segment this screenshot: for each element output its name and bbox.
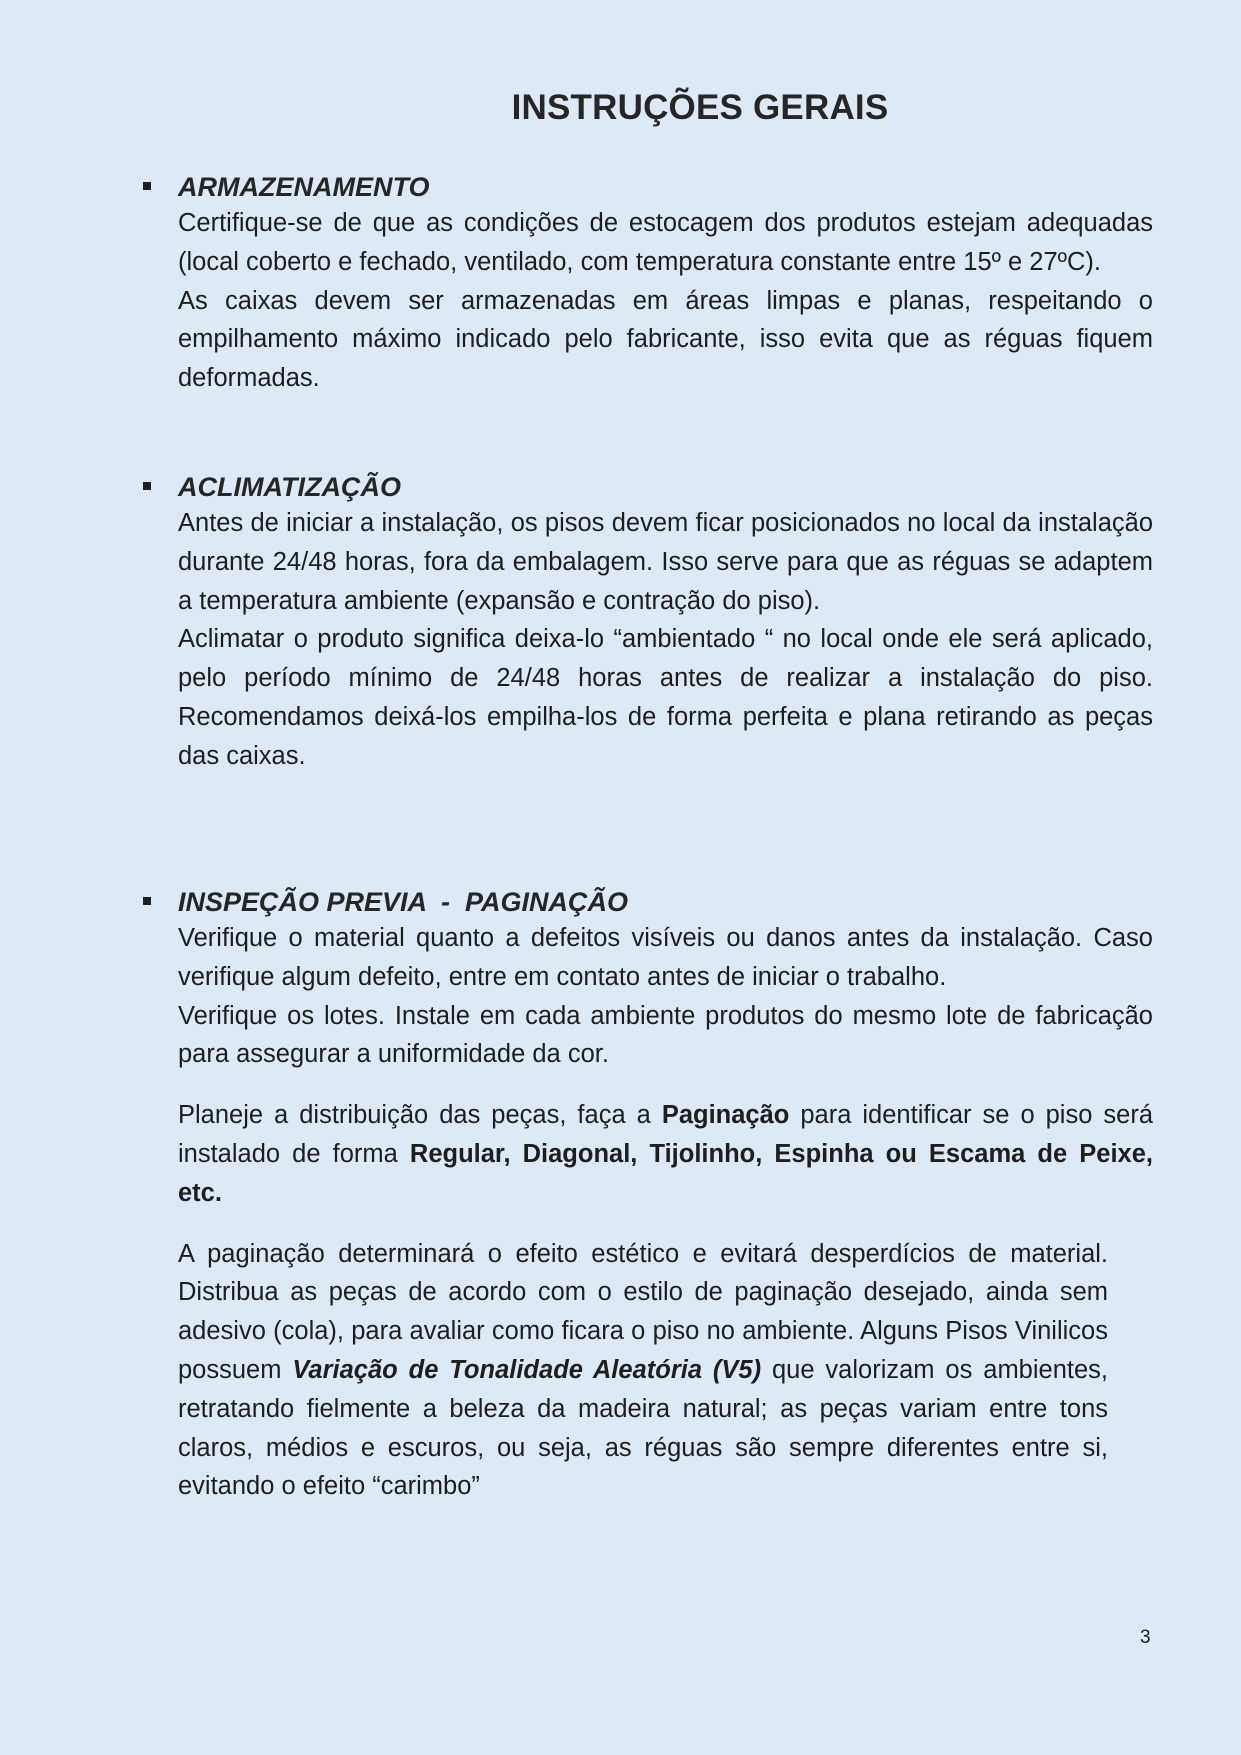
paragraph-text: A paginação determinará o efeito estético e evitará desperdícios de material. Distribua as peças de acordo com o estilo de paginação desejado, ainda sem adesivo (cola), para avaliar como ficara o piso no ambiente. Alguns Pisos Vinilicos possuem (178, 1239, 1108, 1384)
tonal-variation-paragraph (178, 1235, 1108, 1507)
paragraph: Aclimatar o produto significa deixa-lo “ambientado “ no local onde ele será aplicado, pelo período mínimo de 24/48 horas antes de realizar a instalação do piso. Recomendamos deixá-los empilha-los de forma perfeita e plana retirando as peças das caixas. (178, 625, 1153, 770)
page-number: 3 (1140, 1627, 1151, 1648)
section-heading: ARMAZENAMENTO (178, 172, 430, 202)
square-bullet-icon (143, 482, 151, 490)
paragraph-text: Planeje a distribuição das peças, faça a (178, 1101, 662, 1130)
paragraph: Verifique o material quanto a defeitos visíveis ou danos antes da instalação. Caso verifique algum defeito, entre em contato antes de iniciar o trabalho. (178, 924, 1153, 991)
bold-term: Paginação (661, 1101, 790, 1130)
paragraph-text: que valorizam os ambientes, retratando fielmente a beleza da madeira natural; as peças variam entre tons claros, médios e escuros, ou seja, as réguas são sempre diferentes entre si, evitando o efeito “carimbo” (178, 1355, 1108, 1501)
square-bullet-icon (143, 897, 151, 905)
paragraph: Antes de iniciar a instalação, os pisos devem ficar posicionados no local da instalação durante 24/48 horas, fora da embalagem. Isso serve para que as réguas se adaptem a temperatura ambiente (expansão e contração do piso). (178, 509, 1153, 615)
square-bullet-icon (143, 182, 151, 190)
bold-term: Regular, Diagonal, Tijolinho, Espinha ou Escama de Peixe, etc. (178, 1139, 1153, 1207)
paragraph: As caixas devem ser armazenadas em áreas limpas e planas, respeitando o empilhamento máximo indicado pelo fabricante, isso evita que as réguas fiquem deformadas. (178, 286, 1153, 393)
paragraph: Verifique os lotes. Instale em cada ambiente produtos do mesmo lote de fabricação para assegurar a uniformidade da cor. (178, 1001, 1153, 1069)
paragraph: Certifique-se de que as condições de estocagem dos produtos estejam adequadas (local coberto e fechado, ventilado, com temperatura constante entre 15º e 27ºC). (178, 209, 1153, 276)
section-heading: ACLIMATIZAÇÃO (178, 472, 401, 502)
paragraph-text: para identificar se o piso será instalado de forma (178, 1101, 1153, 1168)
section-aclimatizacao (178, 470, 1153, 776)
page-title: INSTRUÇÕES GERAIS (511, 88, 889, 127)
bold-italic-term: Variação de Tonalidade Aleatória (V5) (292, 1355, 762, 1384)
section-heading: INSPEÇÃO PREVIA - PAGINAÇÃO (178, 887, 629, 917)
section-armazenamento (178, 170, 1153, 398)
planning-paragraph (178, 1096, 1153, 1212)
section-inspecao-previa (178, 885, 1153, 1506)
